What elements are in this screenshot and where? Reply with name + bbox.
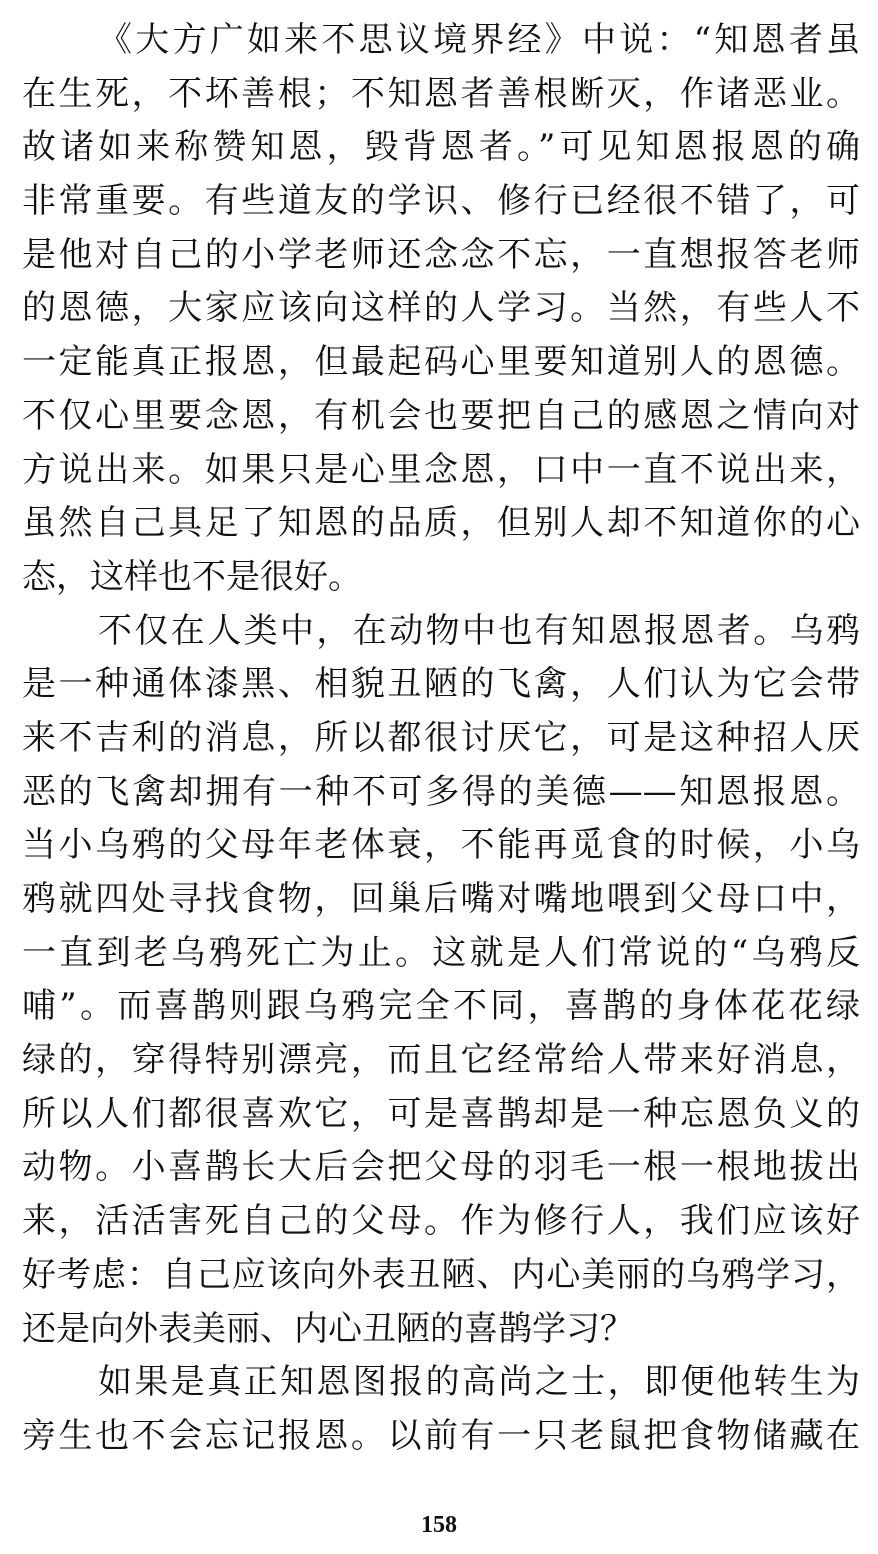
text-line: 故诸如来称赞知恩，毁背恩者。”可见知恩报恩的确 — [22, 127, 860, 168]
page-number: 158 — [421, 1512, 457, 1538]
text-line: 来，活活害死自己的父母。作为修行人，我们应该好 — [22, 1201, 860, 1242]
text-line: 鸦就四处寻找食物，回巢后嘴对嘴地喂到父母口中， — [22, 879, 860, 919]
body-text — [22, 14, 860, 1464]
text-line: 哺”。而喜鹊则跟乌鸦完全不同，喜鹊的身体花花绿 — [22, 986, 860, 1027]
text-line: 方说出来。如果只是心里念恩，口中一直不说出来， — [22, 449, 860, 490]
text-line: 好考虑：自己应该向外表丑陋、内心美丽的乌鸦学习， — [22, 1254, 860, 1295]
text-line: 绿的，穿得特别漂亮，而且它经常给人带来好消息， — [22, 1040, 860, 1081]
text-line: 虽然自己具足了知恩的品质，但别人却不知道你的心 — [22, 503, 860, 544]
paragraph-1 — [22, 14, 860, 605]
text-line: 动物。小喜鹊长大后会把父母的羽毛一根一根地拔出 — [22, 1147, 860, 1188]
paragraph-2 — [22, 605, 860, 1357]
text-line: 《大方广如来不思议境界经》中说：“知恩者虽 — [98, 20, 860, 60]
text-line: 还是向外表美丽、内心丑陋的喜鹊学习？ — [22, 1308, 634, 1349]
text-line: 如果是真正知恩图报的高尚之士，即便他转生为 — [98, 1362, 860, 1403]
text-line: 当小乌鸦的父母年老体衰，不能再觅食的时候，小乌 — [22, 825, 860, 866]
text-line: 是他对自己的小学老师还念念不忘，一直想报答老师 — [22, 234, 860, 275]
text-line: 在生死，不坏善根；不知恩者善根断灭，作诸恶业。 — [22, 73, 860, 114]
text-line: 所以人们都很喜欢它，可是喜鹊却是一种忘恩负义的 — [22, 1093, 860, 1134]
text-line: 不仅在人类中，在动物中也有知恩报恩者。乌鸦 — [98, 610, 860, 651]
text-line: 是一种通体漆黑、相貌丑陋的飞禽，人们认为它会带 — [22, 664, 860, 705]
text-line: 一定能真正报恩，但最起码心里要知道别人的恩德。 — [22, 342, 860, 383]
text-line: 旁生也不会忘记报恩。以前有一只老鼠把食物储藏在 — [22, 1415, 860, 1456]
text-line: 不仅心里要念恩，有机会也要把自己的感恩之情向对 — [22, 395, 860, 436]
text-line: 恶的飞禽却拥有一种不可多得的美德——知恩报恩。 — [22, 771, 860, 812]
paragraph-3 — [22, 1356, 860, 1463]
text-line: 的恩德，大家应该向这样的人学习。当然，有些人不 — [22, 288, 860, 329]
text-line: 来不吉利的消息，所以都很讨厌它，可是这种招人厌 — [22, 717, 860, 758]
text-line: 一直到老乌鸦死亡为止。这就是人们常说的“乌鸦反 — [22, 932, 860, 973]
text-line: 态，这样也不是很好。 — [22, 556, 362, 597]
text-line: 非常重要。有些道友的学识、修行已经很不错了，可 — [22, 181, 860, 222]
